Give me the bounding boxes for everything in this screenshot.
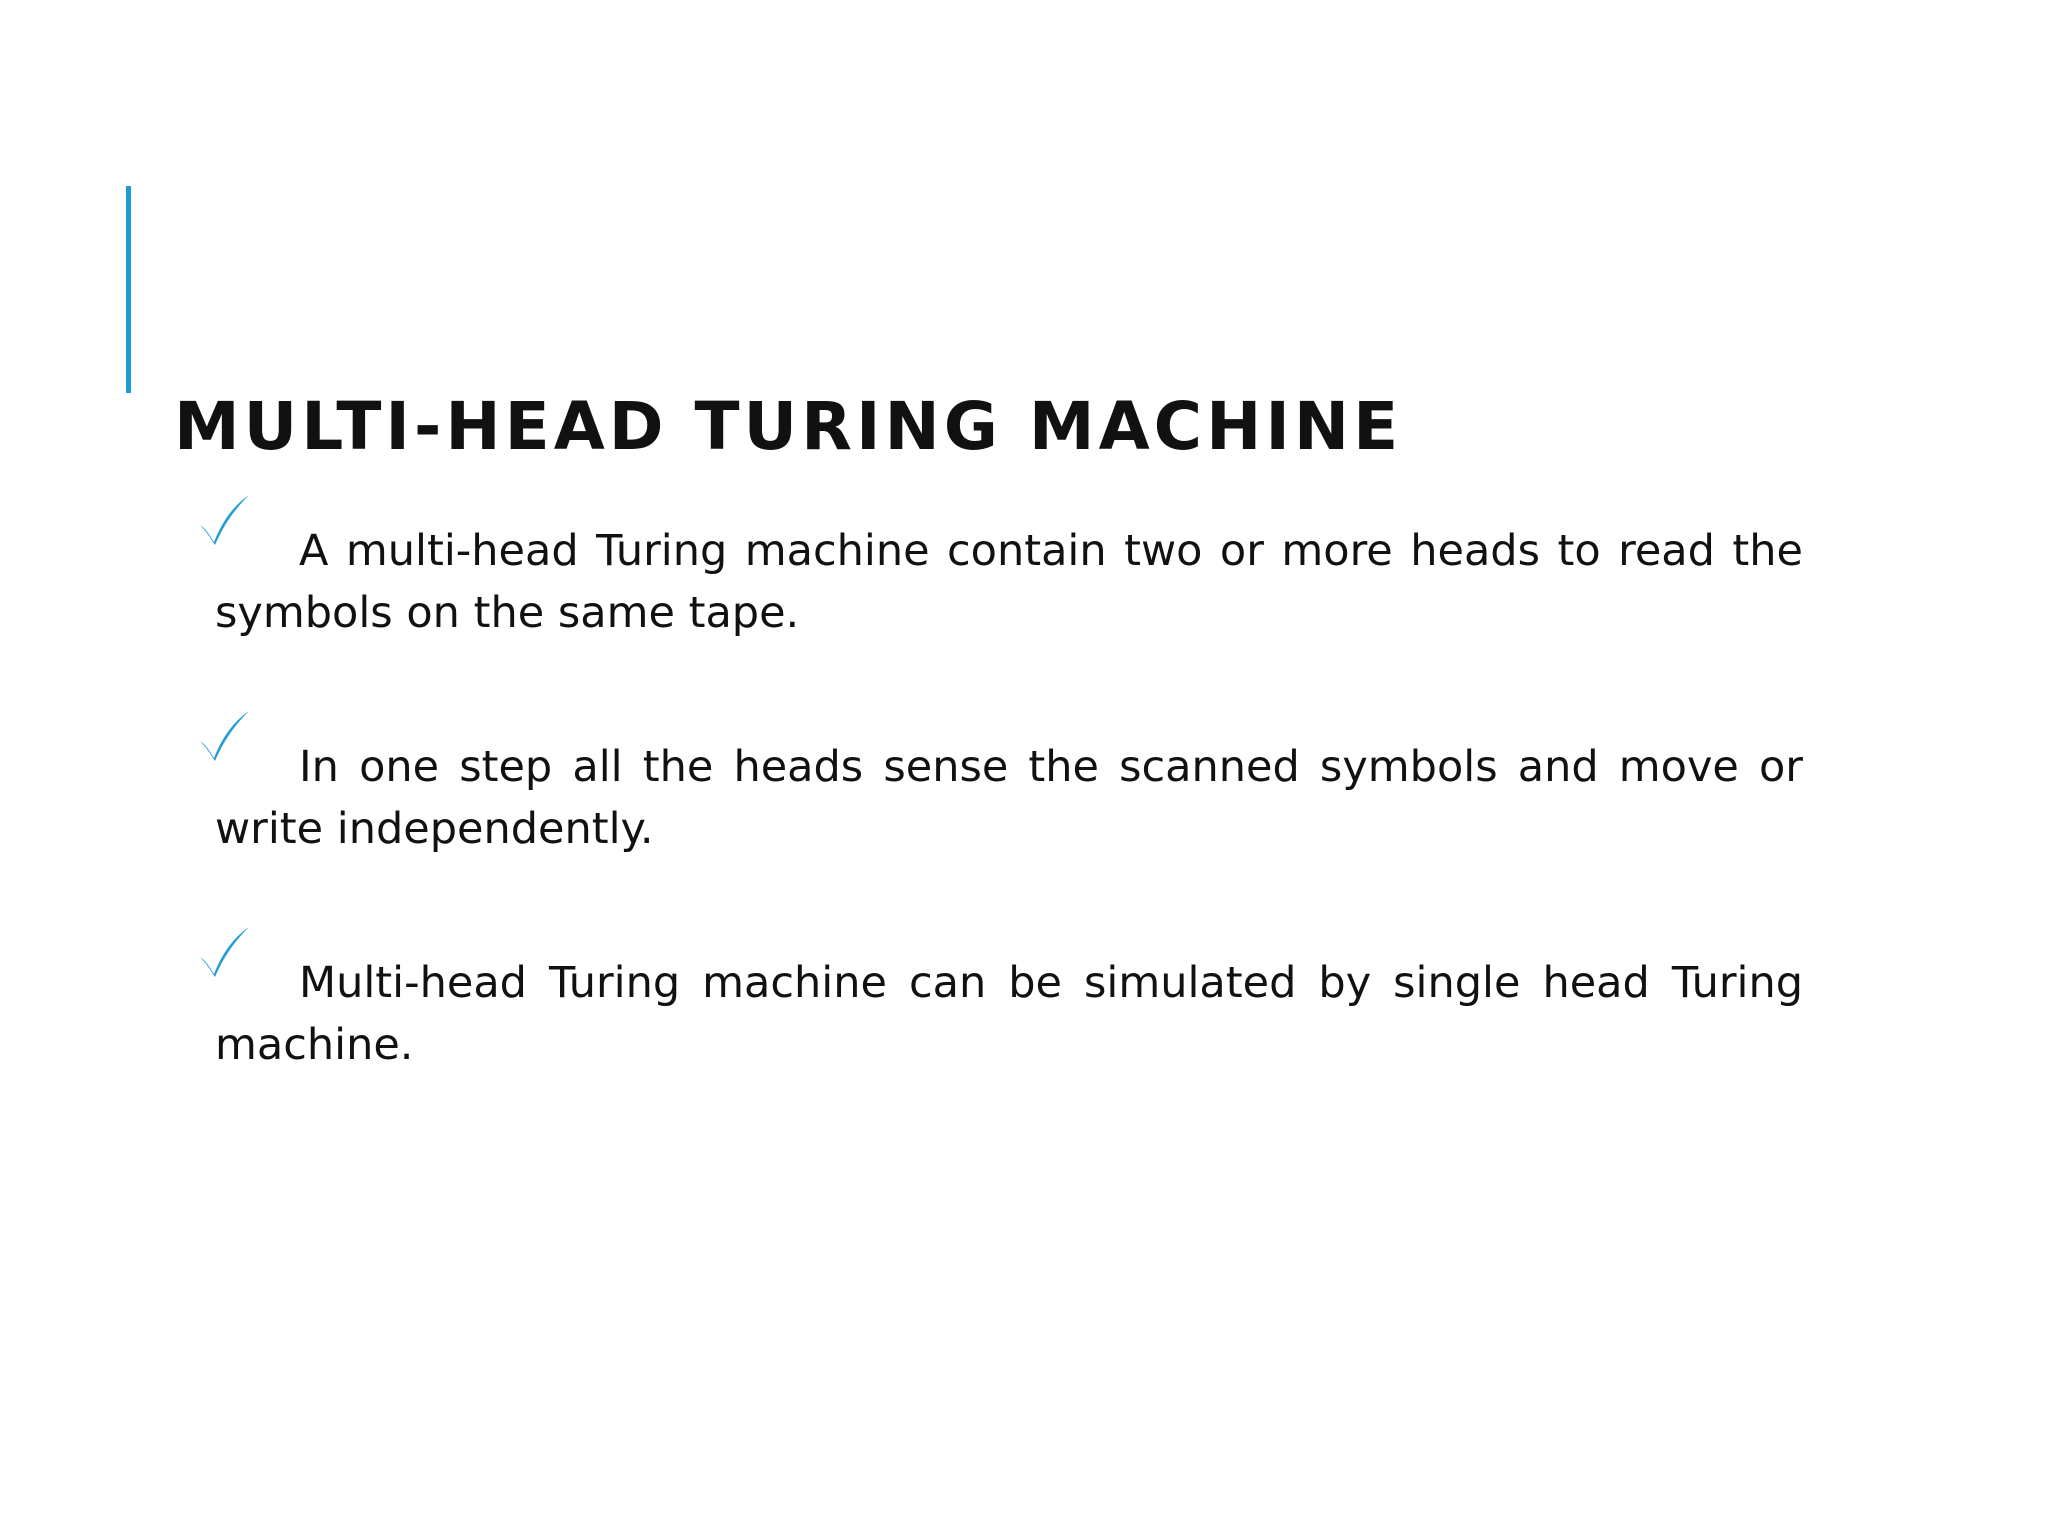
bullet-text: In one step all the heads sense the scanned symbols and move or write independently.	[215, 742, 1803, 854]
checkmark-icon	[195, 922, 253, 982]
bullet-item	[215, 952, 1803, 1076]
bullet-item	[215, 520, 1803, 644]
slide-title: MULTI-HEAD TURING MACHINE	[174, 388, 1403, 465]
bullet-list	[215, 520, 1803, 1168]
bullet-item	[215, 736, 1803, 860]
bullet-text: A multi-head Turing machine contain two or more heads to read the symbols on the same tape.	[215, 526, 1803, 638]
accent-bar	[126, 186, 131, 393]
checkmark-icon	[195, 706, 253, 766]
bullet-text: Multi-head Turing machine can be simulated by single head Turing machine.	[215, 958, 1803, 1070]
checkmark-icon	[195, 490, 253, 550]
